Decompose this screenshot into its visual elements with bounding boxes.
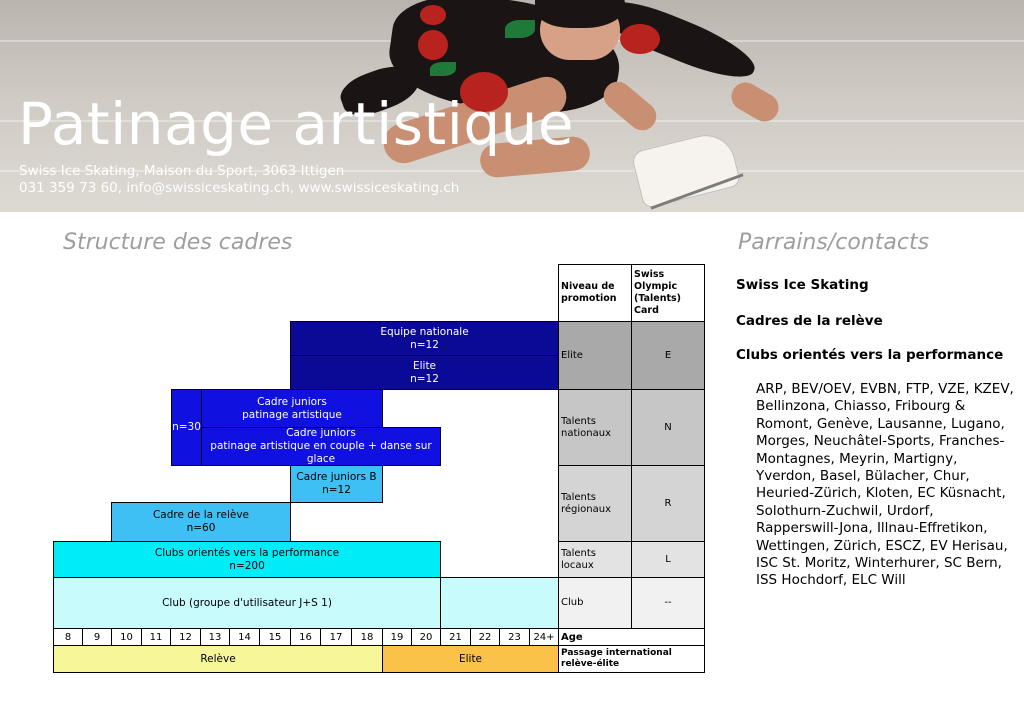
bar-clubs-performance: [53, 541, 441, 578]
bar-label: Cadre de la relève: [152, 509, 250, 521]
address-line: Swiss Ice Skating, Maison du Sport, 3063 Ittigen: [19, 163, 345, 179]
passage-international: Passage international relève-élite: [558, 645, 705, 673]
bar-equipe-nationale: [290, 321, 559, 356]
clubs-line: Rapperswill-Jona, Illnau-Effretikon,: [756, 520, 988, 537]
clubs-list: [756, 381, 1014, 590]
bar-count: n=12: [410, 372, 439, 385]
clubs-line: ISS Hochdorf, ELC Will: [756, 572, 906, 589]
bar-label: Cadre juniors: [286, 427, 356, 439]
age-cell: 19: [382, 628, 412, 646]
bar-elite: [290, 355, 559, 390]
bar-count: n=60: [186, 522, 216, 534]
page-title: Patinage artistique: [18, 90, 575, 158]
level-elite: Elite: [558, 321, 632, 390]
clubs-line: Heuried-Zürich, Kloten, EC Küsnacht,: [756, 485, 1006, 502]
age-cell: 15: [259, 628, 291, 646]
age-cell: 8: [53, 628, 83, 646]
age-cell: 17: [320, 628, 352, 646]
bar-club-js: Club (groupe d'utilisateur J+S 1): [53, 577, 441, 629]
age-cell: 10: [111, 628, 142, 646]
age-cell: 11: [141, 628, 171, 646]
bar-n30: n=30: [171, 389, 202, 466]
bar-cadre-juniors-couple: [201, 427, 441, 466]
level-club: Club: [558, 577, 632, 629]
clubs-line: Montagnes, Meyrin, Martigny,: [756, 450, 958, 467]
age-cell: 20: [411, 628, 441, 646]
contact-cadres: Cadres de la relève: [736, 313, 883, 329]
bar-label: Cadre juniors B: [296, 471, 377, 483]
age-cell: 21: [440, 628, 471, 646]
contact-clubs-heading: Clubs orientés vers la performance: [736, 347, 1004, 363]
age-cell: 13: [200, 628, 230, 646]
age-cell: 9: [82, 628, 112, 646]
clubs-line: Solothurn-Zuchwil, Urdorf,: [756, 502, 934, 519]
card-club: --: [631, 577, 705, 629]
bar-cadre-juniors-b: [290, 465, 383, 503]
bar-count: n=12: [322, 484, 351, 496]
contact-org: Swiss Ice Skating: [736, 277, 869, 293]
level-talents-locaux: Talents locaux: [558, 541, 632, 578]
bar-count: n=200: [229, 559, 265, 572]
bar-cadre-releve: [111, 502, 291, 542]
bar-cadre-juniors: [201, 389, 383, 428]
bar-label: Elite: [412, 359, 437, 372]
bar-label: Cadre juniors: [257, 395, 327, 408]
clubs-line: Wettingen, Zürich, ESCZ, EV Herisau,: [756, 537, 1008, 554]
contacts-title: Parrains/contacts: [738, 230, 930, 255]
age-cell: 24+: [529, 628, 559, 646]
bar-count: n=12: [410, 338, 439, 351]
bar-sub: patinage artistique en couple + danse sur glace: [210, 440, 432, 465]
contact-line: 031 359 73 60, info@swissiceskating.ch, www.swissiceskating.ch: [19, 180, 460, 196]
clubs-line: Romont, Genève, Lausanne, Lugano,: [756, 415, 1005, 432]
bar-sub: patinage artistique: [242, 408, 342, 421]
clubs-line: Yverdon, Basel, Bülacher, Chur,: [756, 468, 970, 485]
clubs-line: Morges, Neuchâtel-Sports, Franches-: [756, 433, 1005, 450]
bar-club-js-extension: [440, 577, 559, 629]
age-cell: 16: [290, 628, 321, 646]
structure-title: Structure des cadres: [63, 230, 293, 255]
col-header-promotion: Niveau de promotion: [558, 264, 632, 322]
clubs-line: ARP, BEV/OEV, EVBN, FTP, VZE, KZEV,: [756, 381, 1014, 397]
level-talents-regionaux: Talents régionaux: [558, 465, 632, 542]
col-header-card: Swiss Olympic (Talents) Card: [631, 264, 705, 322]
age-cell: 14: [229, 628, 260, 646]
age-cell: 22: [470, 628, 500, 646]
clubs-line: Bellinzona, Chiasso, Fribourg &: [756, 398, 966, 415]
age-cell: 18: [351, 628, 383, 646]
age-cell: 23: [499, 628, 530, 646]
card-r: R: [631, 465, 705, 542]
bar-label: Clubs orientés vers la performance: [154, 546, 340, 559]
band-elite: Elite: [382, 645, 559, 673]
bar-label: Equipe nationale: [380, 325, 469, 338]
age-label: Age: [558, 628, 705, 646]
card-e: E: [631, 321, 705, 390]
level-talents-nationaux: Talents nationaux: [558, 389, 632, 466]
card-l: L: [631, 541, 705, 578]
age-cell: 12: [170, 628, 201, 646]
card-n: N: [631, 389, 705, 466]
band-releve: Relève: [53, 645, 383, 673]
clubs-line: ISC St. Moritz, Winterhurer, SC Bern,: [756, 555, 1002, 572]
